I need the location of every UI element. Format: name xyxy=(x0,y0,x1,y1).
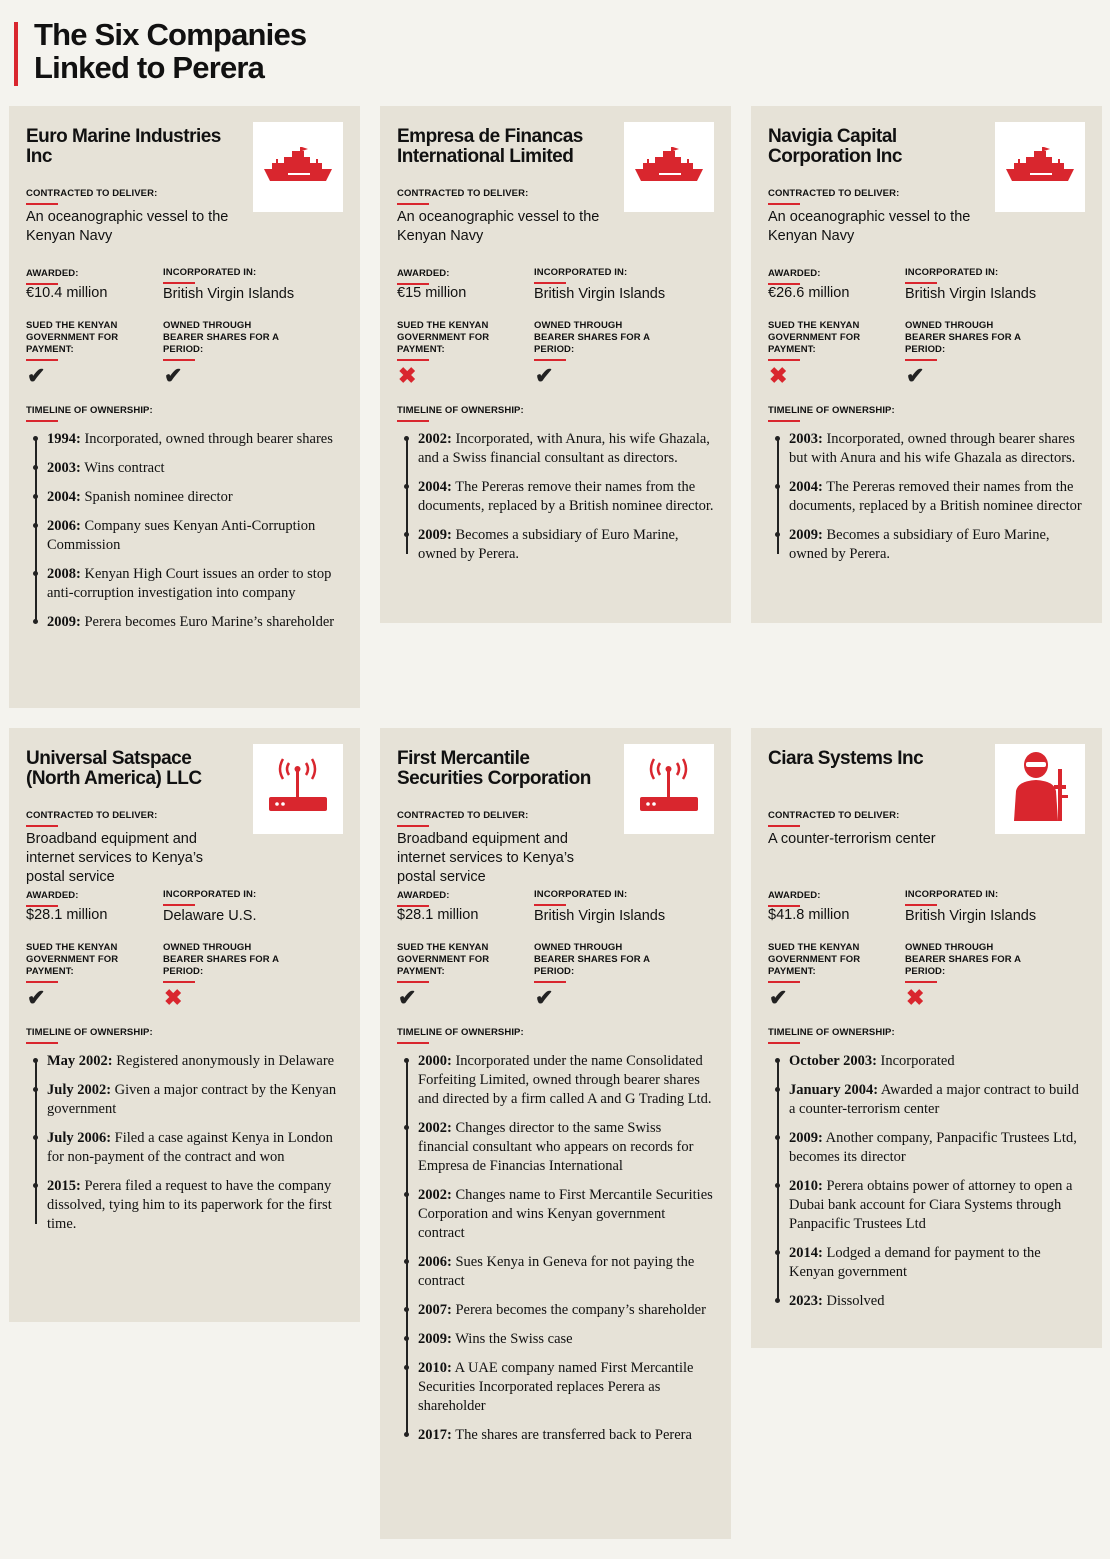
timeline-item xyxy=(47,488,344,507)
timeline-text: Wins the Swiss case xyxy=(451,1330,573,1347)
timeline-year: 1994: xyxy=(47,430,81,447)
timeline-item xyxy=(418,1301,715,1320)
icon-box xyxy=(995,744,1085,834)
awarded-value: $41.8 million xyxy=(768,907,850,923)
contracted-label: CONTRACTED TO DELIVER: xyxy=(768,188,899,205)
sued-label: SUED THE KENYAN GOVERNMENT FOR PAYMENT: xyxy=(768,320,878,361)
timeline-item xyxy=(47,430,344,449)
timeline-year: 2023: xyxy=(789,1292,823,1309)
timeline-item xyxy=(47,565,344,603)
timeline-list xyxy=(397,430,715,564)
timeline-text: Awarded a major contract to build a counter-terrorism center xyxy=(789,1081,1079,1117)
check-icon: ✔ xyxy=(535,363,554,388)
timeline-label: TIMELINE OF OWNERSHIP: xyxy=(397,1027,715,1044)
timeline-item xyxy=(789,526,1086,564)
timeline-item xyxy=(47,1129,344,1167)
timeline-item xyxy=(789,1129,1086,1167)
timeline-text: Spanish nominee director xyxy=(80,488,233,505)
router-icon xyxy=(265,757,331,822)
timeline-text: Wins contract xyxy=(80,459,165,476)
company-name: First Mercantile Securities Corporation xyxy=(397,748,591,789)
timeline-year: May 2002: xyxy=(47,1052,113,1069)
contracted-label: CONTRACTED TO DELIVER: xyxy=(26,810,157,827)
company-name: Euro Marine Industries Inc xyxy=(26,126,221,167)
company-card xyxy=(9,728,360,1322)
timeline-text: Given a major contract by the Kenyan government xyxy=(47,1081,337,1117)
timeline-year: 2009: xyxy=(789,526,823,543)
timeline-year: 2003: xyxy=(47,459,81,476)
router-icon xyxy=(636,757,702,822)
sued-label: SUED THE KENYAN GOVERNMENT FOR PAYMENT: xyxy=(397,942,507,983)
contract-value: Broadband equipment and internet services to Kenya’s postal service xyxy=(397,831,575,885)
incorporated-label: INCORPORATED IN: xyxy=(905,889,998,906)
icon-box xyxy=(624,122,714,212)
company-card xyxy=(380,728,731,1539)
incorporated-label: INCORPORATED IN: xyxy=(534,267,627,284)
timeline-item xyxy=(418,1119,715,1176)
timeline-text: Another company, Panpacific Trustees Ltd, becomes its director xyxy=(789,1129,1077,1165)
company-card xyxy=(751,728,1102,1348)
awarded-value: $28.1 million xyxy=(26,907,108,923)
timeline-item xyxy=(418,430,715,468)
company-name: Navigia Capital Corporation Inc xyxy=(768,126,902,167)
company-name: Ciara Systems Inc xyxy=(768,748,924,769)
timeline-item xyxy=(789,1177,1086,1234)
timeline-year: 2004: xyxy=(789,478,823,495)
timeline-list xyxy=(768,430,1086,564)
awarded-label: AWARDED: xyxy=(397,268,450,285)
contracted-label: CONTRACTED TO DELIVER: xyxy=(397,810,528,827)
incorporated-label: INCORPORATED IN: xyxy=(534,889,627,906)
timeline-year: 2010: xyxy=(789,1177,823,1194)
contract-value: An oceanographic vessel to the Kenyan Navy xyxy=(397,209,600,244)
check-icon: ✔ xyxy=(906,363,925,388)
timeline-item xyxy=(789,1052,1086,1071)
company-card xyxy=(751,106,1102,623)
timeline-text: Incorporated under the name Consolidated Forfeiting Limited, owned through bearer shares and directed by a firm called A and G Trading Ltd. xyxy=(418,1052,712,1107)
timeline xyxy=(397,1027,715,1455)
timeline-text: A UAE company named First Mercantile Securities Incorporated replaces Perera as shareholder xyxy=(418,1359,694,1414)
timeline-text: Incorporated xyxy=(876,1052,955,1069)
bearer-label: OWNED THROUGH BEARER SHARES FOR A PERIOD: xyxy=(534,320,659,361)
contract-value: Broadband equipment and internet services to Kenya’s postal service xyxy=(26,831,204,885)
timeline-year: 2002: xyxy=(418,430,452,447)
awarded-value: €10.4 million xyxy=(26,285,108,301)
contract-value: An oceanographic vessel to the Kenyan Navy xyxy=(26,209,229,244)
timeline-item xyxy=(47,459,344,478)
timeline-item xyxy=(418,1253,715,1291)
timeline-year: 2004: xyxy=(47,488,81,505)
icon-box xyxy=(253,744,343,834)
contract-value: A counter-terrorism center xyxy=(768,831,936,847)
timeline-item xyxy=(789,1081,1086,1119)
ship-icon xyxy=(262,147,334,188)
timeline-year: 2003: xyxy=(789,430,823,447)
awarded-label: AWARDED: xyxy=(768,268,821,285)
timeline-year: 2002: xyxy=(418,1186,452,1203)
timeline-item xyxy=(418,526,715,564)
timeline-list xyxy=(768,1052,1086,1311)
company-name: Universal Satspace (North America) LLC xyxy=(26,748,202,789)
timeline-item xyxy=(47,1081,344,1119)
timeline-text: Perera obtains power of attorney to open a Dubai bank account for Ciara Systems through Panpacific Trustees Ltd xyxy=(789,1177,1073,1232)
timeline-text: Company sues Kenyan Anti-Corruption Commission xyxy=(47,517,316,553)
timeline-text: Perera becomes Euro Marine’s shareholder xyxy=(80,613,335,630)
title-bar xyxy=(14,17,354,86)
company-card xyxy=(9,106,360,708)
timeline-text: Registered anonymously in Delaware xyxy=(112,1052,335,1069)
timeline-list xyxy=(26,430,344,632)
timeline-text: The shares are transferred back to Perera xyxy=(451,1426,692,1443)
timeline-text: Becomes a subsidiary of Euro Marine, owned by Perera. xyxy=(418,526,679,562)
bearer-label: OWNED THROUGH BEARER SHARES FOR A PERIOD: xyxy=(905,942,1030,983)
timeline-text: Incorporated, owned through bearer shares but with Anura and his wife Ghazala as directors. xyxy=(789,430,1076,466)
timeline-text: Changes name to First Mercantile Securities Corporation and wins Kenyan government contract xyxy=(418,1186,713,1241)
timeline-item xyxy=(418,1052,715,1109)
timeline-item xyxy=(47,517,344,555)
timeline-year: 2000: xyxy=(418,1052,452,1069)
timeline-year: January 2004: xyxy=(789,1081,879,1098)
timeline xyxy=(26,1027,344,1244)
timeline-item xyxy=(418,1359,715,1416)
timeline-text: Incorporated, owned through bearer shares xyxy=(80,430,333,447)
timeline-year: 2006: xyxy=(47,517,81,534)
timeline-item xyxy=(47,613,344,632)
ship-icon xyxy=(1004,147,1076,188)
incorporated-value: Delaware U.S. xyxy=(163,908,257,924)
timeline-label: TIMELINE OF OWNERSHIP: xyxy=(397,405,715,422)
sued-label: SUED THE KENYAN GOVERNMENT FOR PAYMENT: xyxy=(26,320,136,361)
ship-icon xyxy=(633,147,705,188)
timeline-item xyxy=(418,1426,715,1445)
timeline xyxy=(768,1027,1086,1321)
timeline-text: Filed a case against Kenya in London for non-payment of the contract and won xyxy=(47,1129,333,1165)
sued-label: SUED THE KENYAN GOVERNMENT FOR PAYMENT: xyxy=(26,942,136,983)
bearer-label: OWNED THROUGH BEARER SHARES FOR A PERIOD: xyxy=(163,320,288,361)
awarded-label: AWARDED: xyxy=(768,890,821,907)
bearer-label: OWNED THROUGH BEARER SHARES FOR A PERIOD: xyxy=(534,942,659,983)
check-icon: ✔ xyxy=(398,985,417,1010)
timeline-list xyxy=(26,1052,344,1234)
timeline-text: Dissolved xyxy=(822,1292,885,1309)
contract-value: An oceanographic vessel to the Kenyan Navy xyxy=(768,209,971,244)
timeline-item xyxy=(418,1330,715,1349)
awarded-value: $28.1 million xyxy=(397,907,479,923)
awarded-label: AWARDED: xyxy=(26,268,79,285)
sued-label: SUED THE KENYAN GOVERNMENT FOR PAYMENT: xyxy=(768,942,878,983)
timeline-item xyxy=(418,1186,715,1243)
timeline-item xyxy=(789,430,1086,468)
incorporated-value: British Virgin Islands xyxy=(534,286,666,302)
incorporated-value: British Virgin Islands xyxy=(534,908,666,924)
timeline-text: Sues Kenya in Geneva for not paying the contract xyxy=(418,1253,695,1289)
timeline-year: 2014: xyxy=(789,1244,823,1261)
timeline-text: Becomes a subsidiary of Euro Marine, owned by Perera. xyxy=(789,526,1050,562)
timeline xyxy=(397,405,715,574)
timeline-year: 2004: xyxy=(418,478,452,495)
timeline-item xyxy=(47,1052,344,1071)
timeline-year: October 2003: xyxy=(789,1052,877,1069)
timeline-item xyxy=(418,478,715,516)
company-card xyxy=(380,106,731,623)
awarded-label: AWARDED: xyxy=(26,890,79,907)
timeline-list xyxy=(397,1052,715,1445)
timeline-text: Kenyan High Court issues an order to stop anti-corruption investigation into company xyxy=(47,565,332,601)
incorporated-value: British Virgin Islands xyxy=(163,286,295,302)
timeline-text: Lodged a demand for payment to the Kenyan government xyxy=(789,1244,1041,1280)
armed-figure-icon xyxy=(1008,751,1072,828)
timeline-year: 2008: xyxy=(47,565,81,582)
check-icon: ✔ xyxy=(27,363,46,388)
incorporated-label: INCORPORATED IN: xyxy=(905,267,998,284)
incorporated-label: INCORPORATED IN: xyxy=(163,889,256,906)
contracted-label: CONTRACTED TO DELIVER: xyxy=(26,188,157,205)
timeline-label: TIMELINE OF OWNERSHIP: xyxy=(768,405,1086,422)
timeline-year: 2017: xyxy=(418,1426,452,1443)
awarded-value: €15 million xyxy=(397,285,467,301)
timeline xyxy=(26,405,344,642)
cross-icon: ✖ xyxy=(398,363,417,388)
timeline-year: 2009: xyxy=(418,526,452,543)
incorporated-label: INCORPORATED IN: xyxy=(163,267,256,284)
timeline-text: Perera becomes the company’s shareholder xyxy=(451,1301,706,1318)
timeline-year: 2006: xyxy=(418,1253,452,1270)
cross-icon: ✖ xyxy=(769,363,788,388)
timeline-year: 2007: xyxy=(418,1301,452,1318)
company-name: Empresa de Financas International Limited xyxy=(397,126,583,167)
timeline-item xyxy=(789,1244,1086,1282)
timeline-label: TIMELINE OF OWNERSHIP: xyxy=(26,405,344,422)
timeline xyxy=(768,405,1086,574)
check-icon: ✔ xyxy=(769,985,788,1010)
timeline-text: Incorporated, with Anura, his wife Ghazala, and a Swiss financial consultant as directors. xyxy=(418,430,710,466)
icon-box xyxy=(995,122,1085,212)
timeline-year: July 2002: xyxy=(47,1081,112,1098)
sued-label: SUED THE KENYAN GOVERNMENT FOR PAYMENT: xyxy=(397,320,507,361)
timeline-text: The Pereras removed their names from the documents, replaced by a British nominee director xyxy=(789,478,1082,514)
timeline-year: July 2006: xyxy=(47,1129,112,1146)
bearer-label: OWNED THROUGH BEARER SHARES FOR A PERIOD: xyxy=(163,942,288,983)
timeline-year: 2010: xyxy=(418,1359,452,1376)
timeline-year: 2015: xyxy=(47,1177,81,1194)
bearer-label: OWNED THROUGH BEARER SHARES FOR A PERIOD: xyxy=(905,320,1030,361)
awarded-label: AWARDED: xyxy=(397,890,450,907)
page-title: The Six Companies Linked to Perera xyxy=(34,17,307,85)
timeline-label: TIMELINE OF OWNERSHIP: xyxy=(26,1027,344,1044)
contracted-label: CONTRACTED TO DELIVER: xyxy=(397,188,528,205)
timeline-year: 2009: xyxy=(418,1330,452,1347)
timeline-text: Changes director to the same Swiss financial consultant who appears on records for Empresa de Financias International xyxy=(418,1119,694,1174)
check-icon: ✔ xyxy=(164,363,183,388)
cross-icon: ✖ xyxy=(164,985,183,1010)
timeline-text: The Pereras remove their names from the documents, replaced by a British nominee director. xyxy=(418,478,714,514)
awarded-value: €26.6 million xyxy=(768,285,850,301)
check-icon: ✔ xyxy=(27,985,46,1010)
timeline-item xyxy=(789,1292,1086,1311)
check-icon: ✔ xyxy=(535,985,554,1010)
contracted-label: CONTRACTED TO DELIVER: xyxy=(768,810,899,827)
timeline-year: 2009: xyxy=(47,613,81,630)
incorporated-value: British Virgin Islands xyxy=(905,286,1037,302)
icon-box xyxy=(624,744,714,834)
timeline-year: 2009: xyxy=(789,1129,823,1146)
timeline-label: TIMELINE OF OWNERSHIP: xyxy=(768,1027,1086,1044)
timeline-year: 2002: xyxy=(418,1119,452,1136)
timeline-item xyxy=(47,1177,344,1234)
timeline-item xyxy=(789,478,1086,516)
cross-icon: ✖ xyxy=(906,985,925,1010)
incorporated-value: British Virgin Islands xyxy=(905,908,1037,924)
timeline-text: Perera filed a request to have the company dissolved, tying him to its paperwork for the first time. xyxy=(47,1177,332,1232)
icon-box xyxy=(253,122,343,212)
